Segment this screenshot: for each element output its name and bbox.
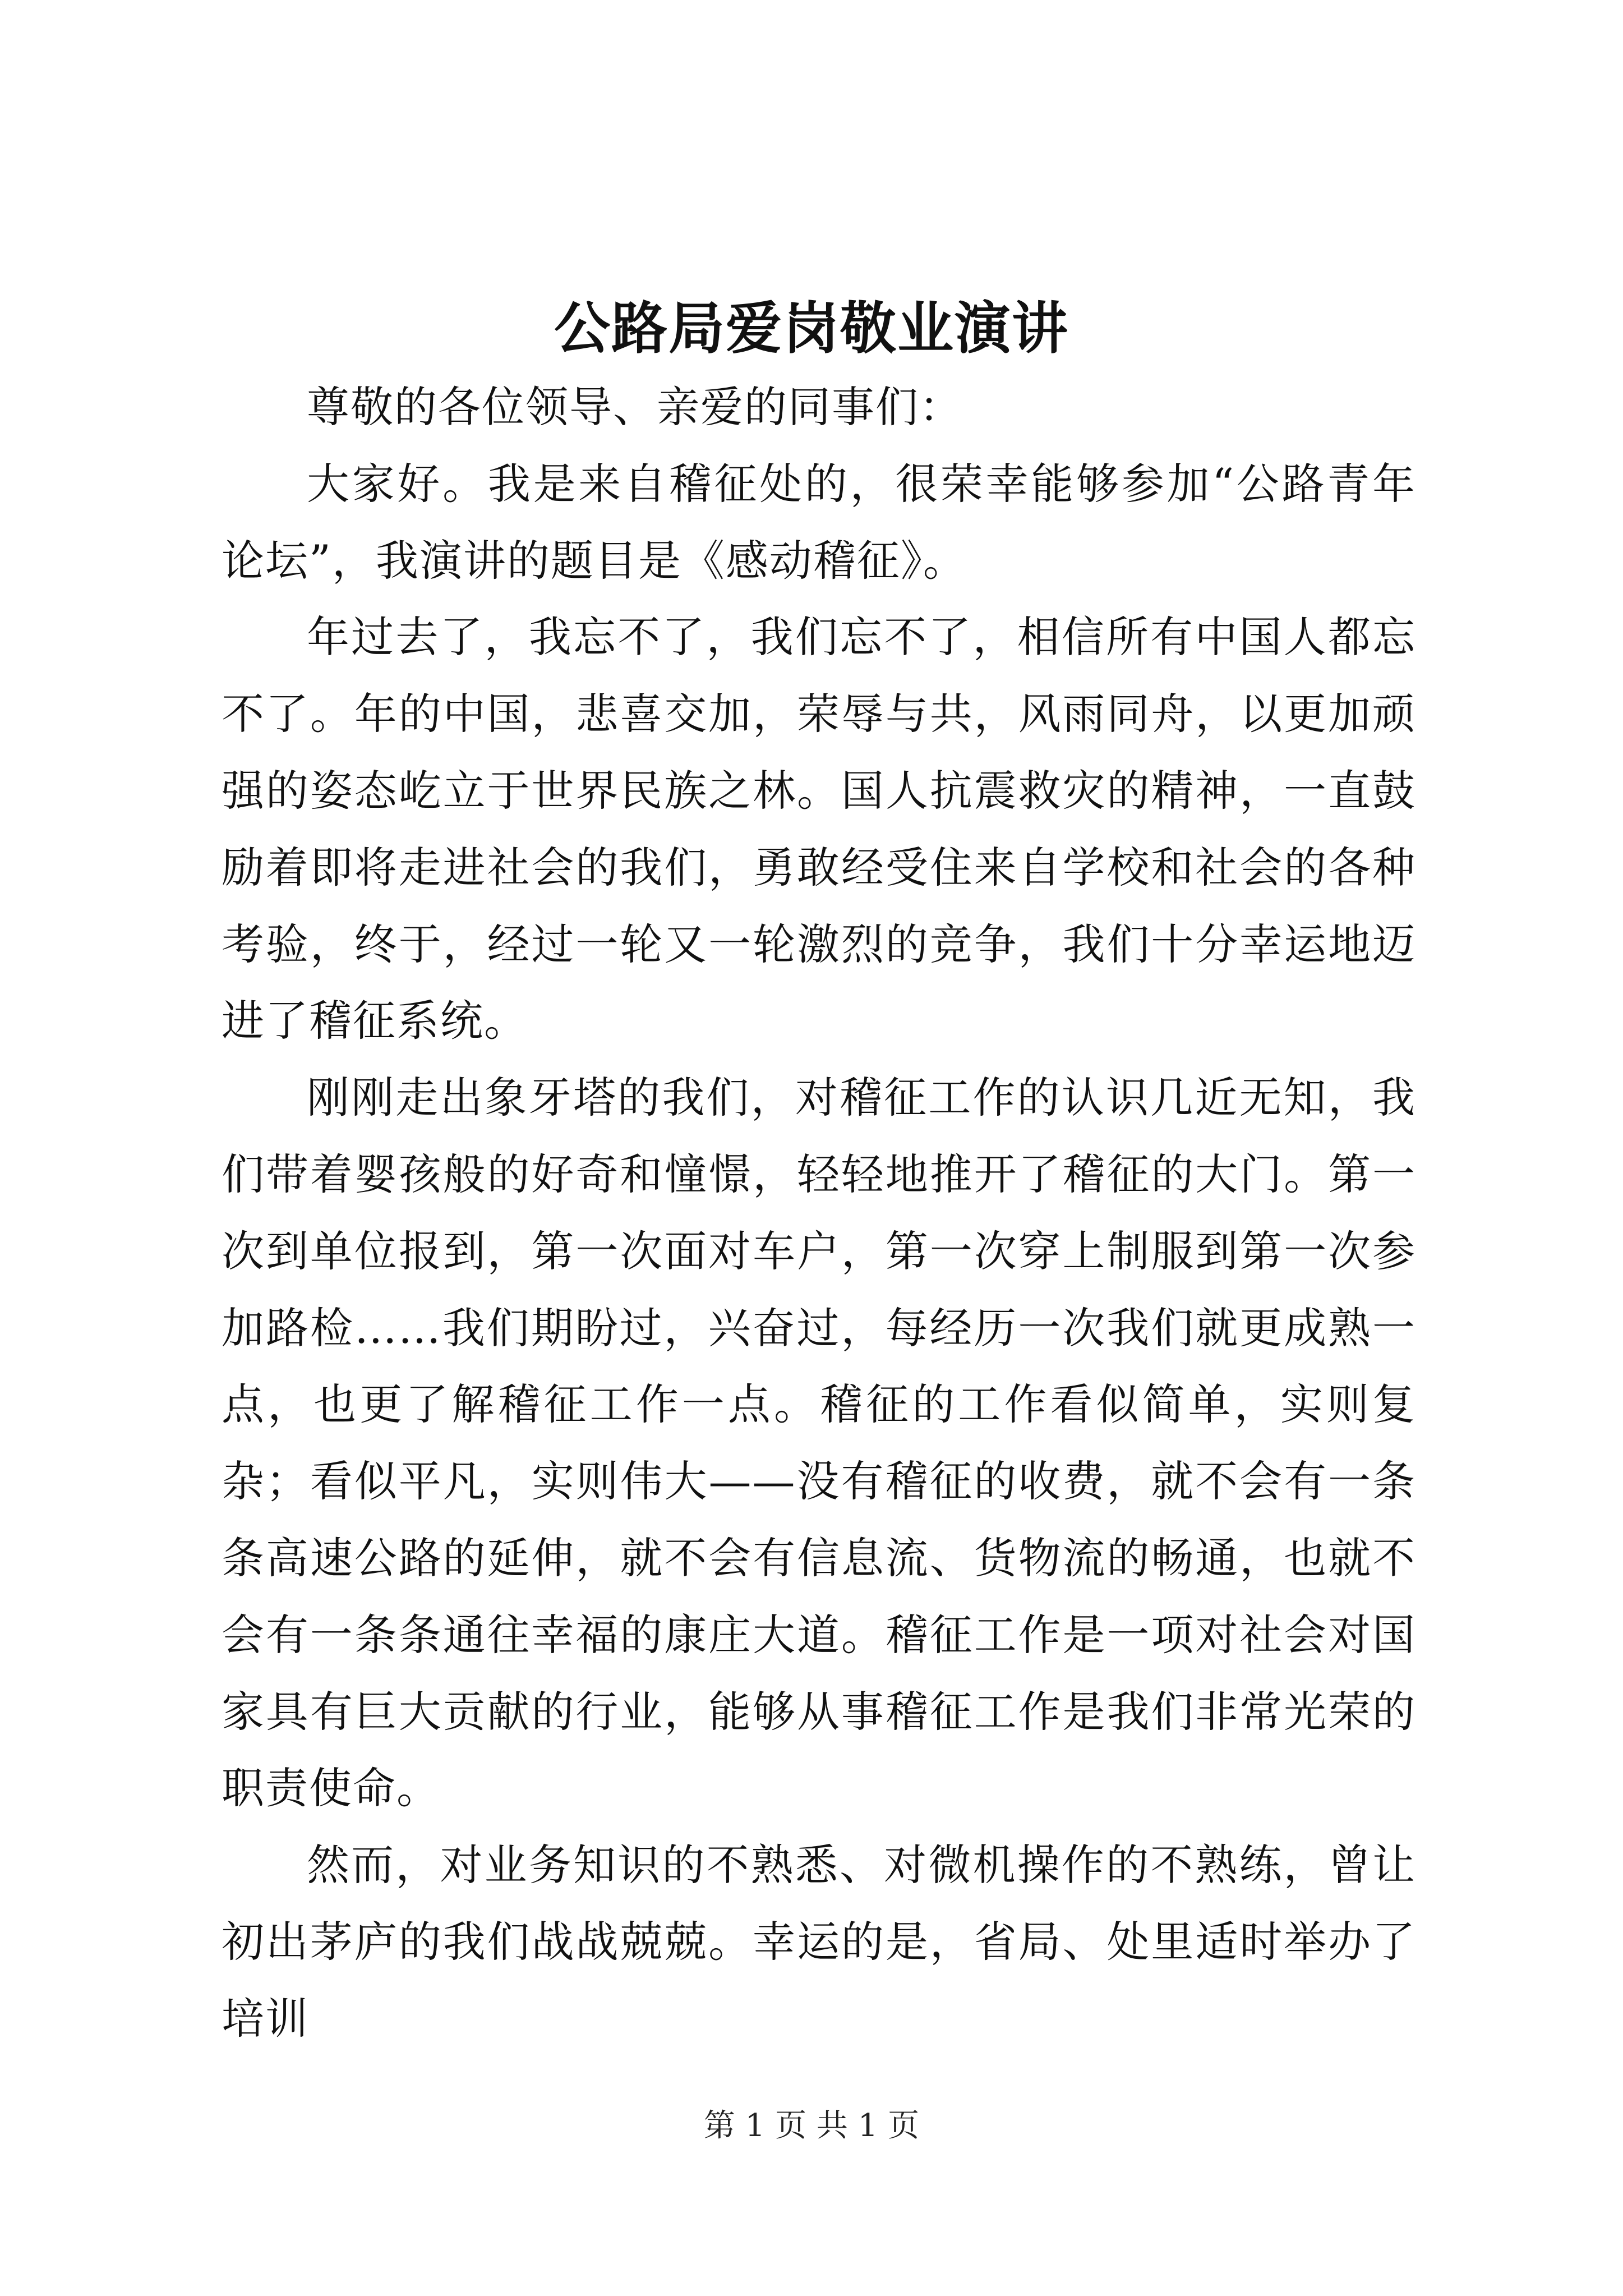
paragraph-training: 然而，对业务知识的不熟悉、对微机操作的不熟练，曾让初出茅庐的我们战战兢兢。幸运的是，省局、处里适时举办了培训	[222, 1840, 1416, 2044]
document-body	[222, 369, 1416, 2058]
paragraph-work: 刚刚走出象牙塔的我们，对稽征工作的认识几近无知，我们带着婴孩般的好奇和憧憬，轻轻地推开了稽征的大门。第一次到单位报到，第一次面对车户，第一次穿上制服到第一次参加路检……我们期盼过，兴奋过，每经历一次我们就更成熟一点，也更了解稽征工作一点。稽征的工作看似简单，实则复杂；看似平凡，实则伟大——没有稽征的收费，就不会有一条条高速公路的延伸，就不会有信息流、货物流的畅通，也就不会有一条条通往幸福的康庄大道。稽征工作是一项对社会对国家具有巨大贡献的行业，能够从事稽征工作是我们非常光荣的职责使命。	[222, 1073, 1416, 1814]
document-title: 公路局爱岗敬业演讲	[554, 295, 1069, 361]
paragraph-background: 年过去了，我忘不了，我们忘不了，相信所有中国人都忘不了。年的中国，悲喜交加，荣辱与共，风雨同舟，以更加顽强的姿态屹立于世界民族之林。国人抗震救灾的精神，一直鼓励着即将走进社会的我们，勇敢经受住来自学校和社会的各种考验，终于，经过一轮又一轮激烈的竞争，我们十分幸运地迈进了稽征系统。	[222, 612, 1416, 1046]
page-footer: 第 1 页 共 1 页	[703, 2108, 920, 2144]
paragraph-greeting: 尊敬的各位领导、亲爱的同事们：	[307, 382, 963, 432]
paragraph-intro: 大家好。我是来自稽征处的，很荣幸能够参加“公路青年论坛”，我演讲的题目是《感动稽征》。	[222, 458, 1416, 586]
